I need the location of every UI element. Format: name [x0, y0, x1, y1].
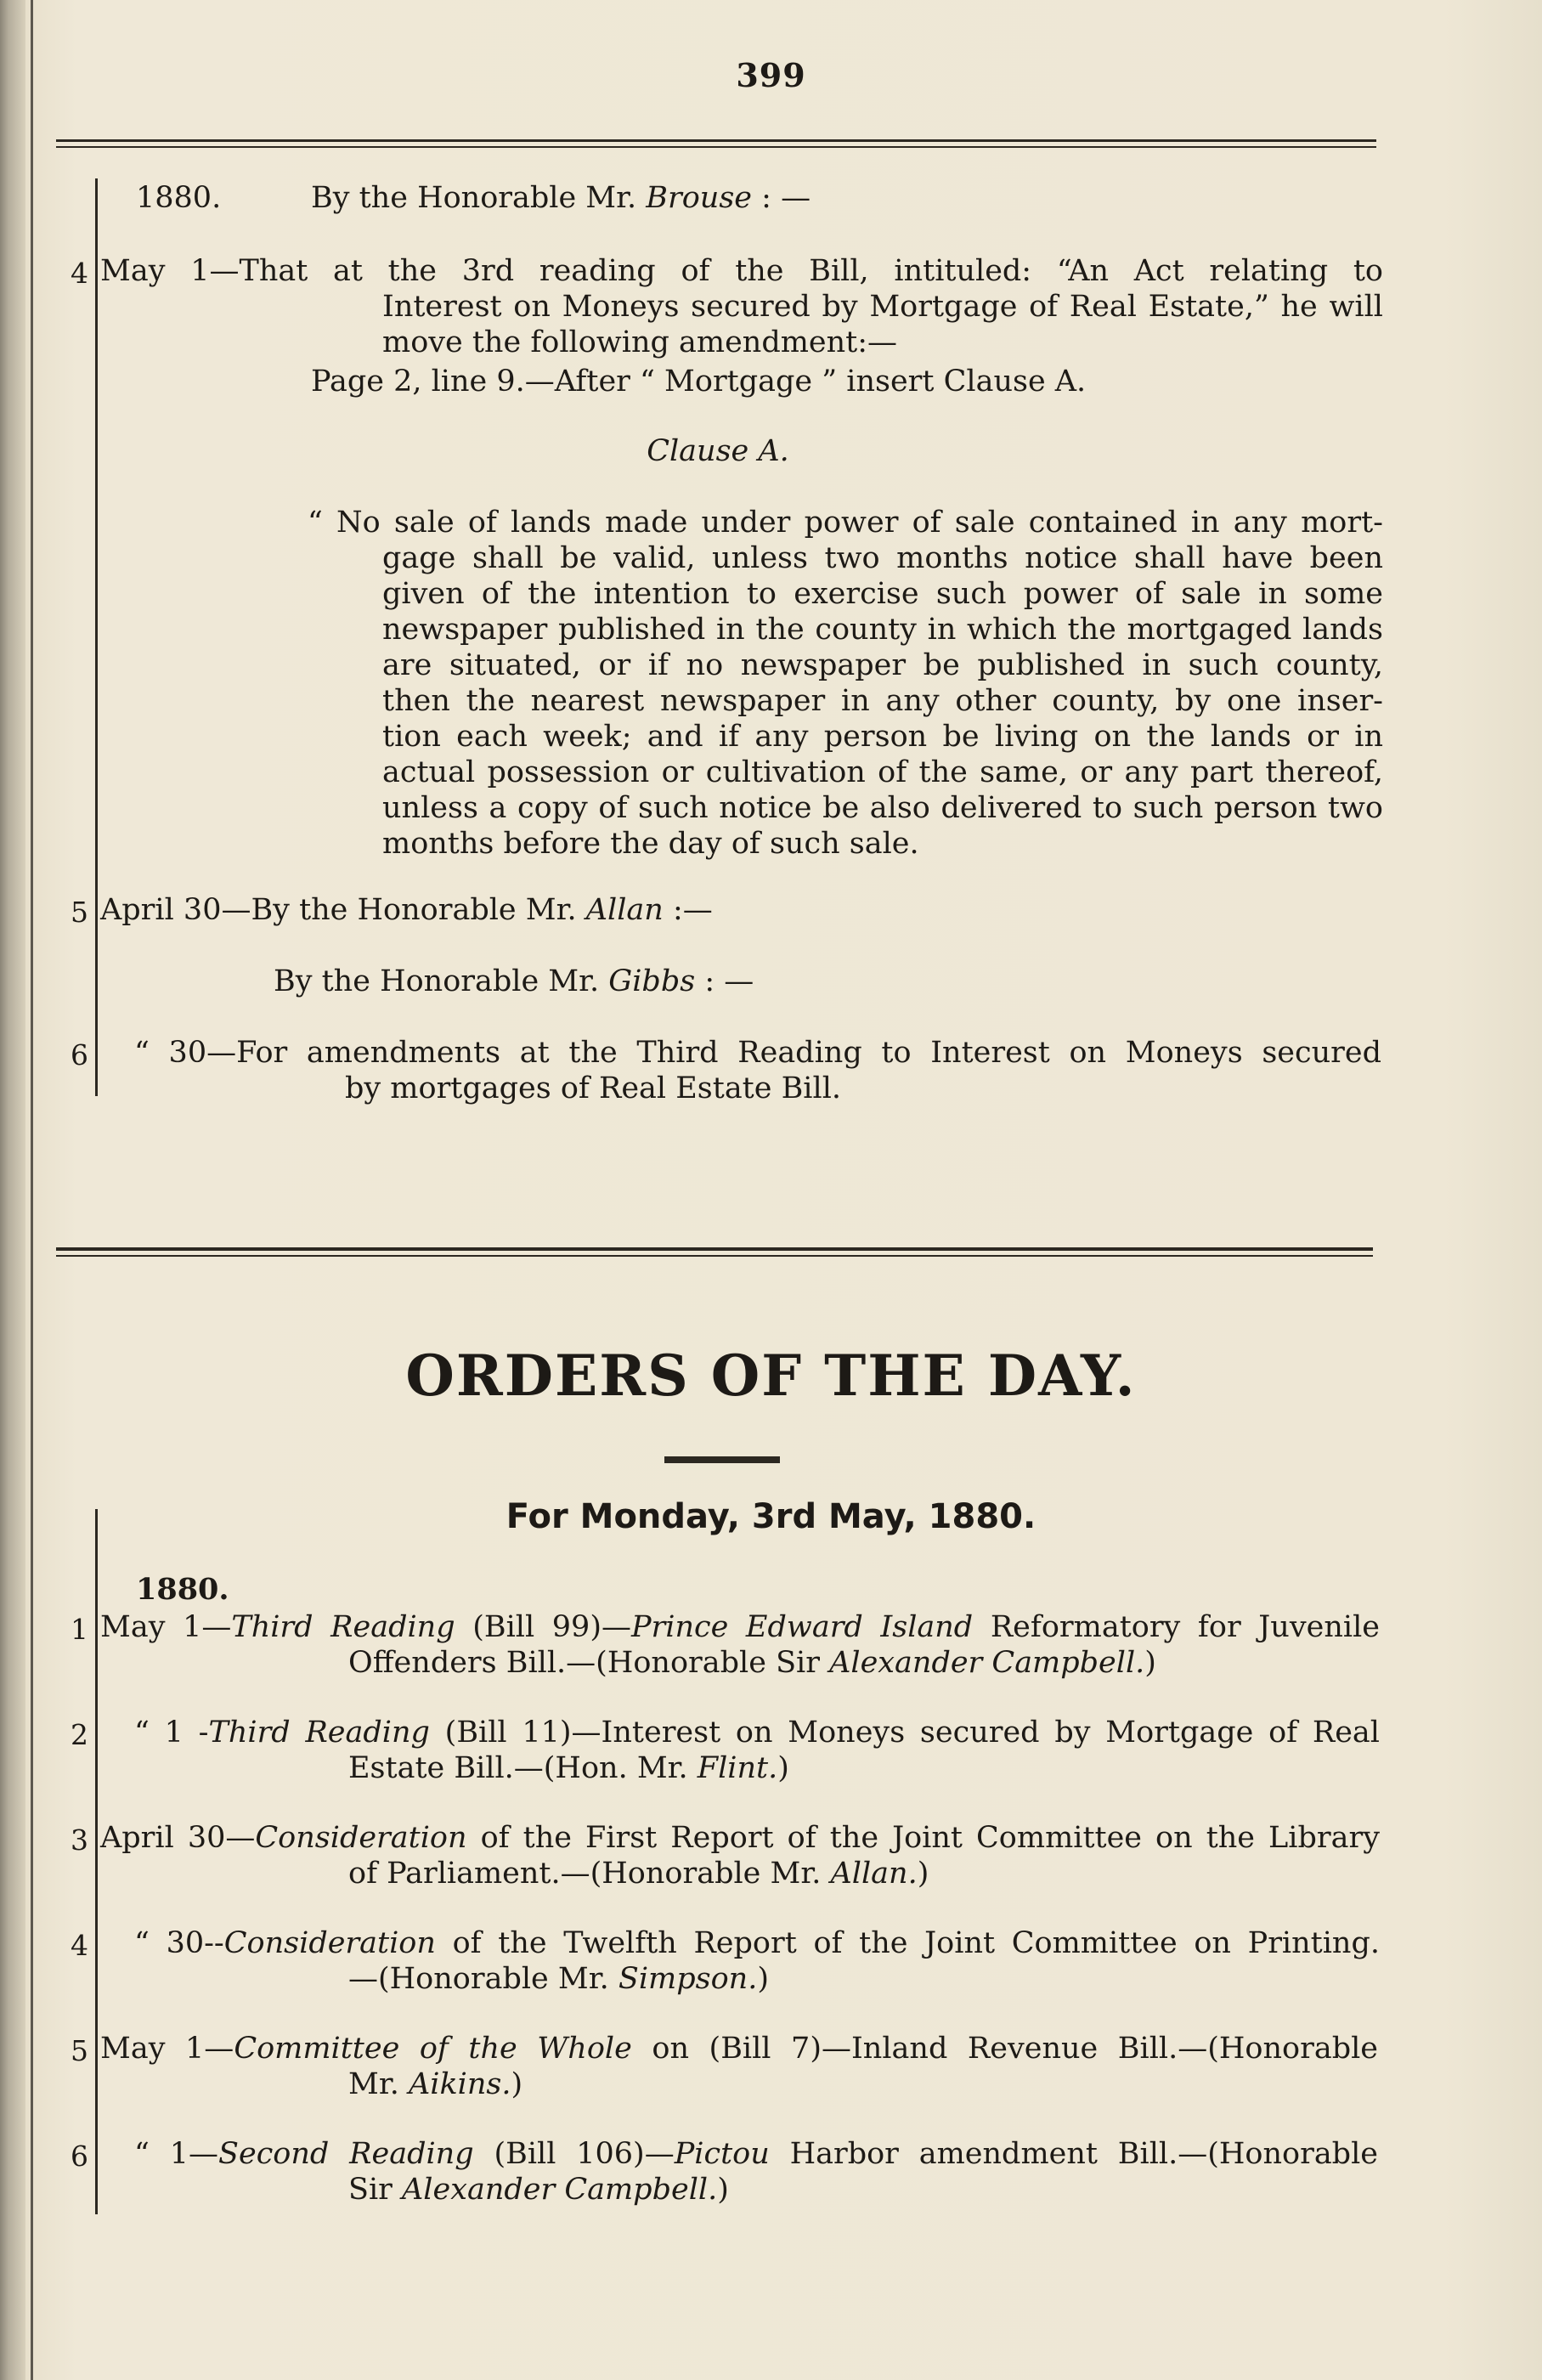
order-2-line-2: Estate Bill.—(Hon. Mr. Flint.): [348, 1751, 789, 1785]
clause-line: newspaper published in the county in which the mortgaged lands: [382, 613, 1383, 647]
motion-5-line: April 30—By the Honorable Mr. Allan :—: [100, 893, 713, 927]
motion-6-line-2: by mortgages of Real Estate Bill.: [345, 1071, 842, 1105]
clause-line: tion each week; and if any person be living on the lands or in: [382, 720, 1383, 754]
top-rule-2: [56, 146, 1376, 148]
order-1-line-2: Offenders Bill.—(Honorable Sir Alexander Campbell.): [348, 1646, 1156, 1680]
order-number-3: 3: [71, 1823, 88, 1857]
orders-margin-bar: [95, 1509, 98, 2214]
order-number-2: 2: [71, 1718, 88, 1751]
clause-line: months before the day of such sale.: [382, 827, 919, 861]
binding-line: [31, 0, 33, 2380]
order-4-line-2: —(Honorable Mr. Simpson.): [348, 1962, 769, 1996]
top-rule-1: [56, 139, 1376, 142]
binding-edge: [0, 0, 25, 2380]
middle-rule-1: [56, 1247, 1373, 1251]
clause-line: are situated, or if no newspaper be published in such county,: [382, 648, 1383, 682]
motion-4-line-1: May 1—That at the 3rd reading of the Bill, intituled: “An Act relating to: [100, 254, 1383, 288]
motion-number-5: 5: [71, 896, 88, 929]
orders-heading: ORDERS OF THE DAY.: [405, 1343, 1137, 1409]
motion-6-line-1: “ 30—For amendments at the Third Reading to Interest on Moneys secured: [134, 1036, 1381, 1070]
orders-subheading: For Monday, 3rd May, 1880.: [506, 1497, 1036, 1536]
motion-number-6: 6: [71, 1038, 88, 1071]
orders-year: 1880.: [136, 1572, 229, 1607]
order-4-line-1: “ 30--Consideration of the Twelfth Report of the Joint Committee on Printing.: [134, 1926, 1380, 1960]
clause-line: actual possession or cultivation of the same, or any part thereof,: [382, 755, 1383, 789]
motion-number-4: 4: [71, 257, 88, 290]
order-number-4: 4: [71, 1929, 88, 1962]
clause-line: then the nearest newspaper in any other county, by one inser-: [382, 684, 1383, 718]
middle-rule-2: [56, 1255, 1373, 1257]
heading-short-rule: [664, 1456, 780, 1463]
order-number-6: 6: [71, 2140, 88, 2173]
clause-line: gage shall be valid, unless two months notice shall have been: [382, 541, 1383, 575]
order-number-5: 5: [71, 2034, 88, 2067]
clause-line: unless a copy of such notice be also delivered to such person two: [382, 791, 1383, 825]
order-5-line-2: Mr. Aikins.): [348, 2067, 523, 2101]
order-number-1: 1: [71, 1613, 88, 1646]
order-6-line-1: “ 1—Second Reading (Bill 106)—Pictou Harbor amendment Bill.—(Honorable: [134, 2137, 1378, 2171]
motion-4-line-2: Interest on Moneys secured by Mortgage of Real Estate,” he will: [382, 290, 1383, 324]
clause-line: given of the intention to exercise such power of sale in some: [382, 577, 1383, 611]
clause-title: Clause A.: [647, 434, 789, 468]
motion-4-line-3: move the following amendment:—: [382, 325, 898, 359]
order-3-line-1: April 30—Consideration of the First Report of the Joint Committee on the Library: [100, 1821, 1381, 1855]
order-3-line-2: of Parliament.—(Honorable Mr. Allan.): [348, 1857, 929, 1891]
motions-margin-bar: [95, 178, 98, 1096]
order-2-line-1: “ 1 -Third Reading (Bill 11)—Interest on Moneys secured by Mortgage of Real: [134, 1716, 1380, 1750]
motions-intro: By the Honorable Mr. Brouse : —: [311, 181, 811, 215]
order-1-line-1: May 1—Third Reading (Bill 99)—Prince Edward Island Reformatory for Juvenile: [100, 1610, 1380, 1644]
page-number: 399: [736, 56, 806, 94]
motions-year: 1880.: [136, 181, 222, 215]
order-5-line-1: May 1—Committee of the Whole on (Bill 7)—Inland Revenue Bill.—(Honorable: [100, 2032, 1379, 2066]
motion-5-sub: By the Honorable Mr. Gibbs : —: [274, 964, 754, 998]
clause-line: “ No sale of lands made under power of sale contained in any mort-: [308, 506, 1383, 540]
order-6-line-2: Sir Alexander Campbell.): [348, 2173, 729, 2207]
motion-4-line-4: Page 2, line 9.—After “ Mortgage ” insert Clause A.: [311, 365, 1087, 399]
